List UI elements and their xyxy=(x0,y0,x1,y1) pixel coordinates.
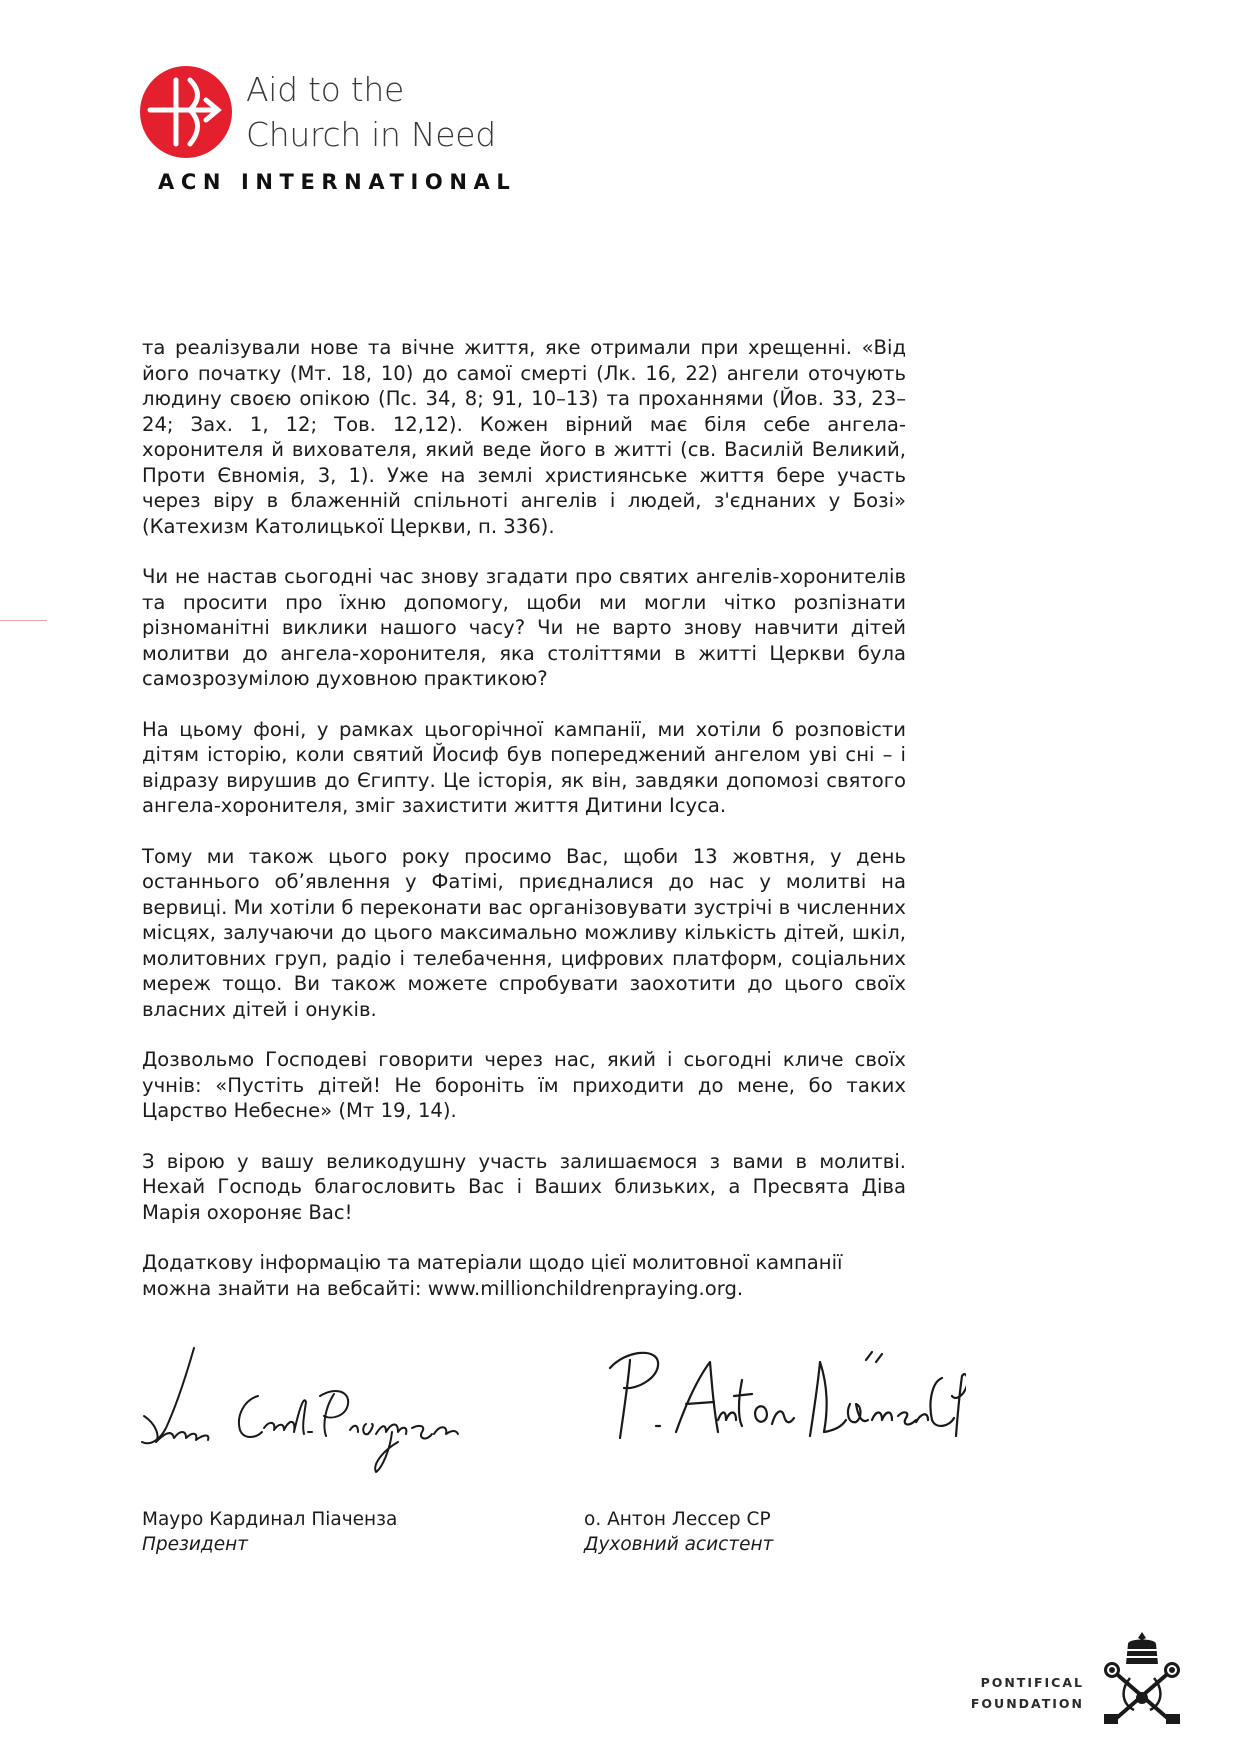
signer-name: Мауро Кардинал Піаченза xyxy=(142,1509,398,1530)
signature-lasser xyxy=(606,1340,966,1450)
signer-right xyxy=(584,1507,773,1557)
paragraph-website: Додаткову інформацію та матеріали щодо цієї молитовної кампанії можна знайти на вебсайті: www.millionchildrenpraying.org. xyxy=(142,1251,843,1300)
signer-left xyxy=(142,1507,397,1557)
fold-mark xyxy=(0,620,47,621)
footer-line2: FOUNDATION xyxy=(970,1696,1084,1711)
acn-cross-logo-icon xyxy=(140,66,232,158)
letter-body xyxy=(142,335,906,1326)
papal-keys-tiara-icon xyxy=(1100,1630,1184,1730)
paragraph: На цьому фоні, у рамках цьогорічної кампанії, ми хотіли б розповісти дітям історію, коли святий Йосиф був попереджений ангелом уві сні – і відразу вирушив до Єгипту. Це історія, як він, завдяки допомозі святого ангела-хоронителя, зміг захистити життя Дитини Ісуса. xyxy=(142,717,906,817)
logo-text-line1: Aid to the xyxy=(246,70,404,109)
paragraph: Тому ми також цього року просимо Вас, щоби 13 жовтня, у день останнього об’явлення у Фатімі, приєдналися до нас у молитві на вервиці. Ми хотіли б переконати вас організовувати зустрічі в численних місцях, залучаючи до цього максимально можливу кількість дітей, шкіл, молитовних груп, радіо і телебачення, цифрових платформ, соціальних мереж тощо. Ви також можете спробувати заохотити до цього своїх власних дітей і онуків. xyxy=(142,844,906,1021)
logo-subtitle: ACN INTERNATIONAL xyxy=(158,170,517,194)
signature-piacenza xyxy=(136,1346,476,1476)
signer-role: Духовний асистент xyxy=(584,1534,774,1555)
paragraph: З вірою у вашу великодушну участь залишаємося з вами в молитві. Нехай Господь благословить Вас і Ваших близьких, а Пресвята Діва Марія охороняє Вас! xyxy=(142,1149,906,1224)
paragraph: Чи не настав сьогодні час знову згадати про святих ангелів-хоронителів та просити про їхню допомогу, щоби ми могли чітко розпізнати різноманітні виклики нашого часу? Чи не варто знову навчити дітей молитви до ангела-хоронителя, яка століттями в житті Церкви була самозрозумілою духовною практикою? xyxy=(142,565,906,690)
paragraph: та реалізували нове та вічне життя, яке отримали при хрещенні. «Від його початку (Мт. 18, 10) до самої смерті (Лк. 16, 22) ангели оточують людину своєю опікою (Пс. 34, 8; 91, 10–13) та проханнями (Йов. 33, 23–24; Зах. 1, 12; Тов. 12,12). Кожен вірний має біля себе ангела-хоронителя й вихователя, який веде його в житті (св. Василій Великий, Проти Євномія, 3, 1). Уже на землі християнське життя бере участь через віру в блаженній спільноті ангелів і людей, з'єднаних у Бозі» (Катехизм Католицької Церкви, п. 336). xyxy=(142,336,906,538)
logo-text-line2: Church in Need xyxy=(246,115,496,154)
pontifical-foundation-label xyxy=(971,1672,1084,1714)
footer-line1: PONTIFICAL xyxy=(980,1675,1084,1690)
signer-name: о. Антон Лессер СР xyxy=(584,1509,771,1530)
paragraph: Дозвольмо Господеві говорити через нас, який і сьогодні кличе своїх учнів: «Пустіть дітей! Не бороніть їм приходити до мене, бо таких Царство Небесне» (Мт 19, 14). xyxy=(142,1048,906,1122)
signer-role: Президент xyxy=(142,1534,248,1555)
